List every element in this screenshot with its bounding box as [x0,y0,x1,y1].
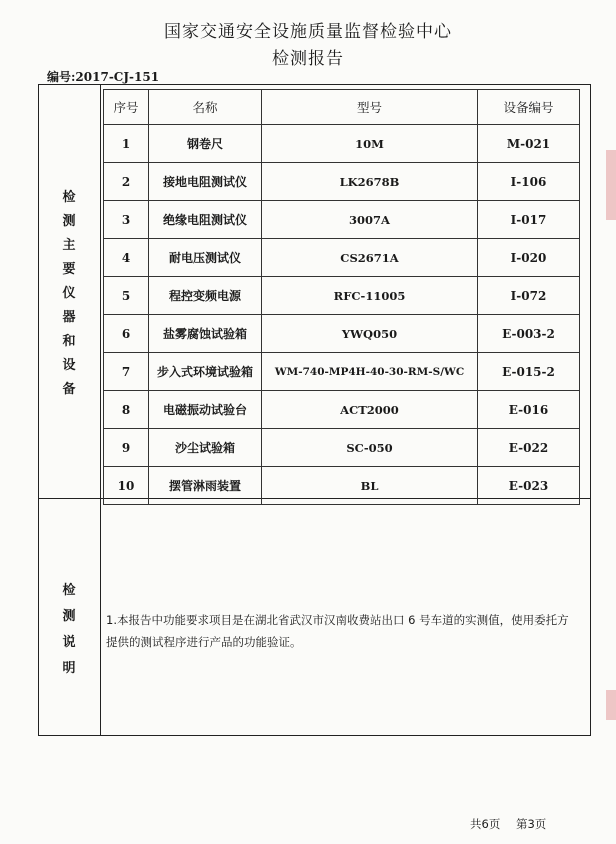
table-row [104,163,580,201]
cell-model: 10M [262,125,478,163]
cell-model: WM-740-MP4H-40-30-RM-S/WC [262,353,478,391]
cell-no: 4 [104,239,149,277]
cell-no: 1 [104,125,149,163]
cell-no: 6 [104,315,149,353]
cell-name: 盐雾腐蚀试验箱 [149,315,262,353]
cell-name: 沙尘试验箱 [149,429,262,467]
cell-id: I-020 [478,239,580,277]
cell-name: 绝缘电阻测试仪 [149,201,262,239]
cell-id: I-017 [478,201,580,239]
cell-no: 10 [104,467,149,505]
cell-id: I-072 [478,277,580,315]
cell-model: ACT2000 [262,391,478,429]
page-footer [470,816,558,832]
equipment-section-label: 检 测 主 要 仪 器 和 设 备 [62,190,76,397]
equipment-table [103,89,580,505]
cell-id: E-003-2 [478,315,580,353]
col-header-name: 名称 [149,90,262,125]
notes-text: 1.本报告中功能要求项目是在湖北省武汉市汉南收费站出口 6 号车道的实测值，使用委托方提供的测试程序进行产品的功能验证。 [106,613,569,649]
col-header-id: 设备编号 [478,90,580,125]
col-header-model: 型号 [262,90,478,125]
table-row [104,201,580,239]
cell-name: 接地电阻测试仪 [149,163,262,201]
cell-no: 5 [104,277,149,315]
cell-model: LK2678B [262,163,478,201]
seal-stamp-edge [606,150,616,220]
table-row [104,429,580,467]
table-header-row [104,90,580,125]
report-title: 检测报告 [272,49,344,69]
col-header-no: 序号 [104,90,149,125]
cell-name: 电磁振动试验台 [149,391,262,429]
table-row [104,315,580,353]
cell-model: 3007A [262,201,478,239]
cell-id: M-021 [478,125,580,163]
table-row [104,353,580,391]
org-title: 国家交通安全设施质量监督检验中心 [164,22,452,42]
cell-id: I-106 [478,163,580,201]
cell-name: 摆管淋雨装置 [149,467,262,505]
cell-no: 9 [104,429,149,467]
report-number: 编号:2017-CJ-151 [47,70,160,84]
table-row [104,391,580,429]
cell-model: BL [262,467,478,505]
cell-no: 2 [104,163,149,201]
table-row [104,125,580,163]
table-row [104,239,580,277]
cell-name: 程控变频电源 [149,277,262,315]
current-page: 第3页 [515,817,547,831]
cell-id: E-023 [478,467,580,505]
cell-name: 钢卷尺 [149,125,262,163]
label-column-divider [100,84,101,736]
cell-name: 耐电压测试仪 [149,239,262,277]
cell-id: E-015-2 [478,353,580,391]
notes-section-label: 检 测 说 明 [62,583,76,676]
cell-model: YWQ050 [262,315,478,353]
cell-model: CS2671A [262,239,478,277]
cell-model: SC-050 [262,429,478,467]
cell-no: 7 [104,353,149,391]
total-pages: 共6页 [470,817,501,831]
cell-id: E-016 [478,391,580,429]
cell-name: 步入式环境试验箱 [149,353,262,391]
cell-model: RFC-11005 [262,277,478,315]
seal-stamp-edge [606,690,616,720]
cell-no: 3 [104,201,149,239]
table-row [104,467,580,505]
cell-no: 8 [104,391,149,429]
table-row [104,277,580,315]
cell-id: E-022 [478,429,580,467]
